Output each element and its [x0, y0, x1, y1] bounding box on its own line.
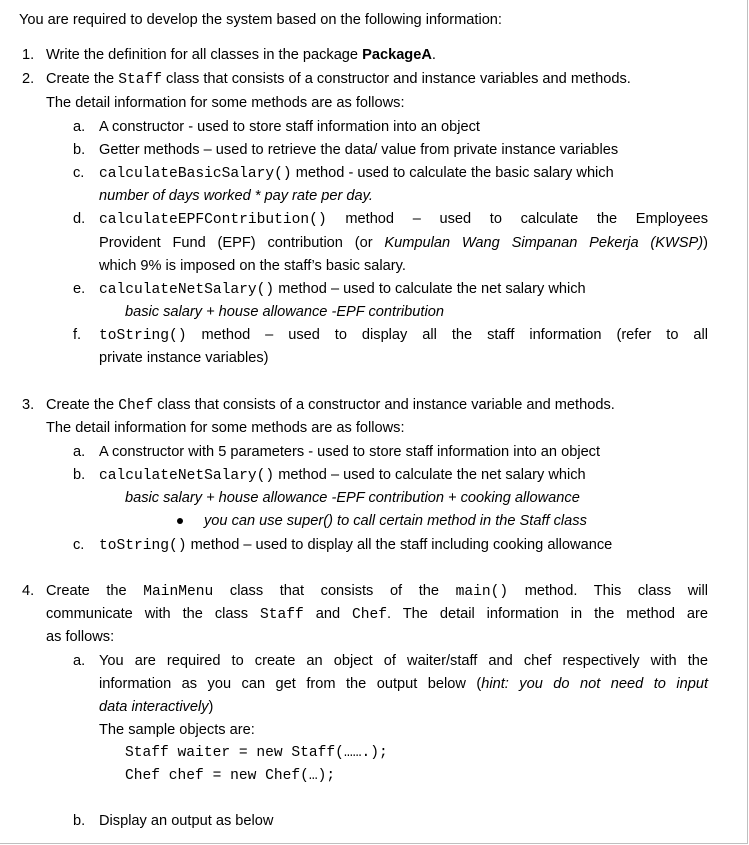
item-3b-bullet-text: you can use super() to call certain method in the Staff class [204, 513, 587, 529]
item-4-text: Create the MainMenu class that consists of the main() method. This class will [46, 583, 708, 600]
item-2c-text: calculateBasicSalary() method - used to calculate the basic salary which [99, 165, 614, 182]
item-4b-letter: b. [73, 813, 86, 829]
item-number-3: 3. [22, 397, 35, 413]
item-2d-letter: d. [73, 211, 86, 227]
item-2d-line3: which 9% is imposed on the staff’s basic salary. [99, 258, 406, 274]
item-2e-line2: basic salary + house allowance -EPF contribution [125, 304, 444, 320]
item-2a-text: A constructor - used to store staff information into an object [99, 119, 480, 135]
item-3c-text: toString() method – used to display all the staff including cooking allowance [99, 537, 613, 554]
item-2e-letter: e. [73, 281, 86, 297]
item-4b-text: Display an output as below [99, 813, 274, 829]
item-2d-text: calculateEPFContribution() method – used to calculate the Employees [99, 211, 708, 228]
item-3a-letter: a. [73, 444, 86, 460]
item-4-line2: communicate with the class Staff and Chef. The detail information in the method are [46, 606, 708, 623]
item-2f-letter: f. [73, 327, 82, 343]
bullet-icon [177, 518, 183, 524]
item-4a-text: You are required to create an object of waiter/staff and chef respectively with the [99, 653, 708, 669]
item-number-4: 4. [22, 583, 35, 599]
item-number-1: 1. [22, 47, 35, 63]
item-4a-letter: a. [73, 653, 86, 669]
item-2d-line2: Provident Fund (EPF) contribution (or Kumpulan Wang Simpanan Pekerja (KWSP)) [99, 235, 708, 251]
item-3c-letter: c. [73, 537, 85, 553]
item-3b-line2: basic salary + house allowance -EPF contribution + cooking allowance [125, 490, 580, 506]
item-3b-letter: b. [73, 467, 86, 483]
item-3-text: Create the Chef class that consists of a constructor and instance variable and methods. [46, 397, 615, 414]
item-2a-letter: a. [73, 119, 86, 135]
item-2f-line2: private instance variables) [99, 350, 269, 366]
item-2f-text: toString() method – used to display all the staff information (refer to all [99, 327, 708, 344]
item-1-text: Write the definition for all classes in the package PackageA. [46, 47, 436, 63]
item-2e-text: calculateNetSalary() method – used to calculate the net salary which [99, 281, 586, 298]
item-2-text: Create the Staff class that consists of a constructor and instance variables and methods. [46, 71, 631, 88]
item-2c-line2: number of days worked * pay rate per day. [99, 188, 373, 204]
item-2b-letter: b. [73, 142, 86, 158]
item-number-2: 2. [22, 71, 35, 87]
item-4a-line2: information as you can get from the output below (hint: you do not need to input [99, 676, 709, 692]
item-2b-text: Getter methods – used to retrieve the data/ value from private instance variables [99, 142, 619, 158]
intro-text: You are required to develop the system based on the following information: [19, 12, 502, 28]
code-line-staff: Staff waiter = new Staff(…….); [125, 745, 388, 761]
item-4a-line4: The sample objects are: [99, 722, 255, 738]
item-3a-text: A constructor with 5 parameters - used to store staff information into an object [99, 444, 601, 460]
item-3-line2: The detail information for some methods are as follows: [46, 420, 405, 436]
item-4a-line3: data interactively) [99, 699, 214, 715]
code-line-chef: Chef chef = new Chef(…); [125, 768, 336, 784]
item-2c-letter: c. [73, 165, 85, 181]
item-2-line2: The detail information for some methods are as follows: [46, 95, 405, 111]
item-4-line3: as follows: [46, 629, 115, 645]
item-3b-text: calculateNetSalary() method – used to calculate the net salary which [99, 467, 586, 484]
